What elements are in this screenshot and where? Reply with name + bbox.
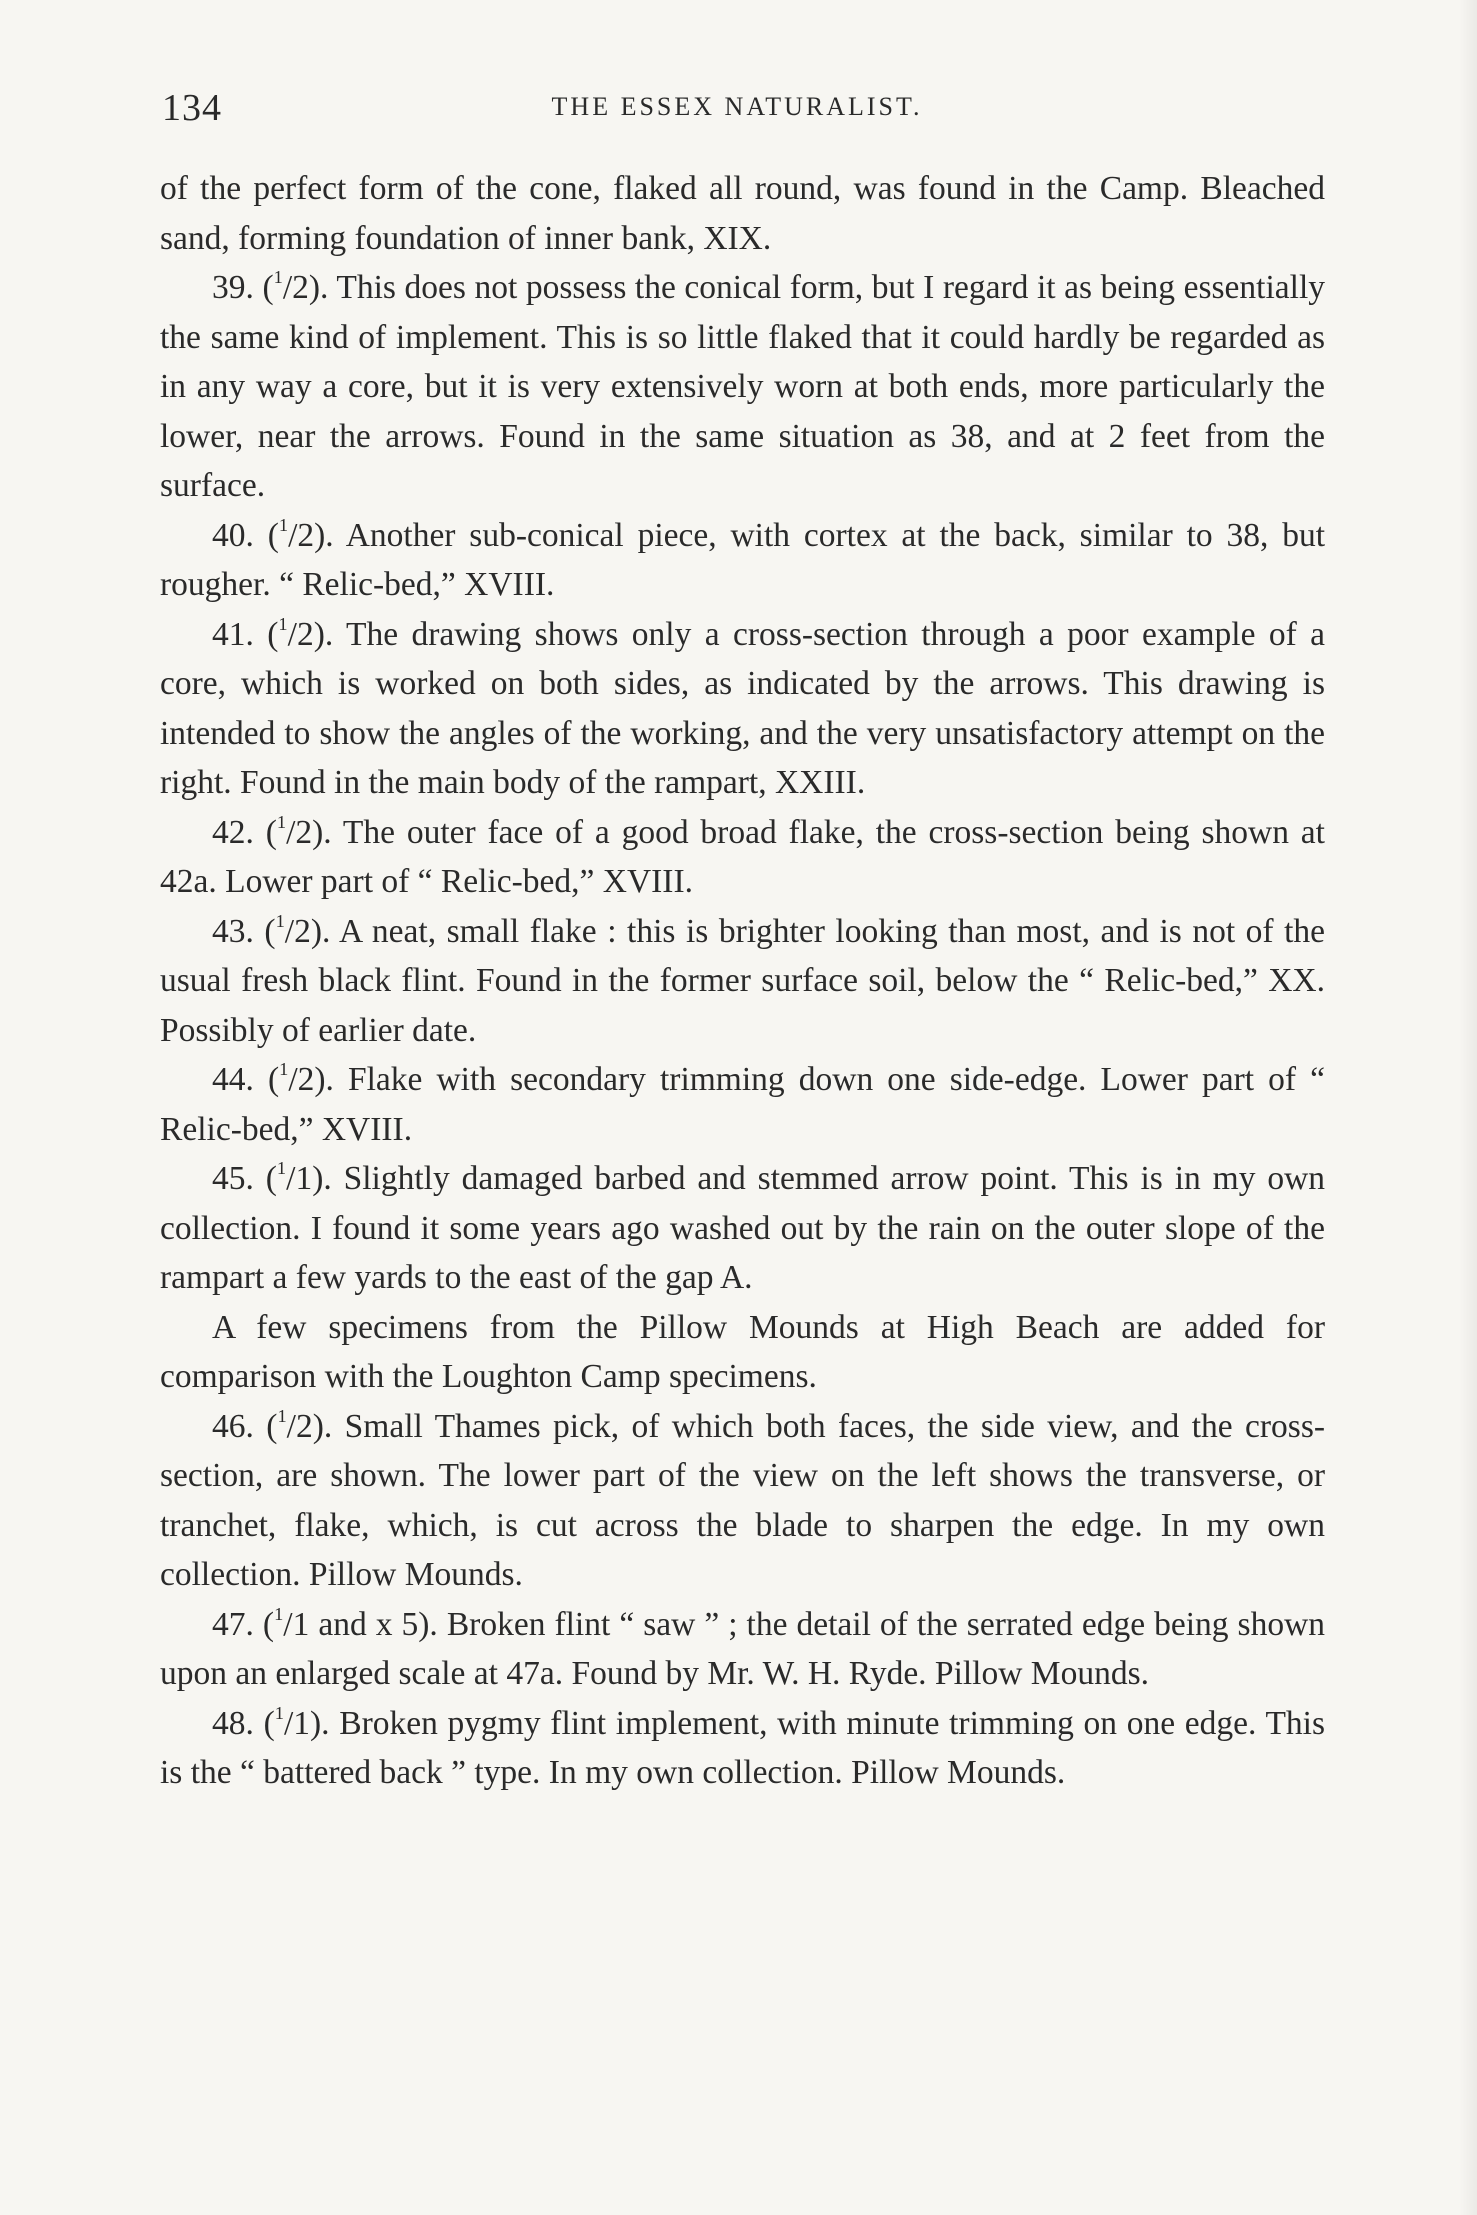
running-head: THE ESSEX NATURALIST. [551,92,923,121]
scale-denominator: 2 [297,516,315,554]
entry-40: 40. ($^1$/2). Another sub-conical piece, with cortex at the back, similar to 38, but rougher. “ Relic-bed,” XVIII. [160,514,1326,603]
entry-number: 44. [212,1061,254,1098]
scale-numerator: 1 [278,613,288,634]
entry-44: 44. ($^1$/2). Flake with secondary trimming down one side-edge. Lower part of “ Relic-bed,” XVIII. [160,1059,1326,1148]
entry-text: A neat, small flake : this is brighter looking than most, and is not of the usual fresh black flint. Found in the former surface soil, below the “ Relic-bed,” XX. Possibly of earlier date. [160,912,1326,1049]
entry-text: Broken flint “ saw ” ; the detail of the serrated edge being shown upon an enlarged scale at 47a. Found by Mr. W. H. Ryde. Pillow Mounds. [160,1605,1326,1692]
scale-denominator: 2 [295,813,313,851]
entry-number: 39. [212,269,254,306]
entry-number: 42. [212,813,254,851]
scale-denominator: 1 [295,1160,313,1197]
scale-denominator: 1 [293,1704,310,1742]
paragraph-continued [160,164,1325,263]
entry-number: 46. [212,1407,254,1445]
entry-47: 47. ($^1$/1 and x 5). Broken flint “ saw ” ; the detail of the serrated edge being shown upon an enlarged scale at 47a. Found by Mr. W. H. Ryde. Pillow Mounds. [160,1603,1326,1692]
entry-41: 41. ($^1$/2). The drawing shows only a cross-section through a poor example of a core, which is worked on both sides, as indicated by the arrows. This drawing is intended to show the angles of the working, and the very unsatisfactory attempt on the right. Found in the main body of the rampart, XXIII. [160,613,1325,801]
scale-denominator: 2 [297,1061,315,1098]
scale-numerator: 1 [273,267,283,288]
entry-48: 48. ($^1$/1). Broken pygmy flint implement, with minute trimming on one edge. This is the “ battered back ” type. In my own collection. Pillow Mounds. [160,1702,1326,1791]
entry-number: 41. [212,615,254,653]
page-number: 134 [162,87,222,129]
entry-number: 45. [212,1160,254,1197]
scale-numerator: 1 [276,811,287,832]
scale-numerator: 1 [275,910,285,931]
entry-39: 39. ($^1$/2). This does not possess the conical form, but I regard it as being essentially the same kind of implement. This is so little flaked that it could hardly be regarded as in any way a core, but it is very extensively worn at both ends, more particularly the lower, near the arrows. Found in the same situation as 38, and at 2 feet from the surface. [160,267,1325,504]
entry-46: 46. ($^1$/2). Small Thames pick, of which both faces, the side view, and the cross-section, are shown. The lower part of the view on the left shows the transverse, or tranchet, flake, which, is cut across the blade to sharpen the edge. In my own collection. Pillow Mounds. [160,1405,1326,1593]
scale-numerator: 1 [274,1603,284,1624]
paragraph-text: of the perfect form of the cone, flaked all round, was found in the Camp. Bleached sand, forming foundation of inner bank, XIX. [160,170,1325,257]
paragraph-pillow-mounds-intro [160,1303,1325,1402]
scale-numerator: 1 [278,514,289,535]
scale-denominator: 2 [292,269,309,306]
entry-number: 48. [212,1704,254,1742]
entry-text: This does not possess the conical form, but I regard it as being essentially the same kind of implement. This is so little flaked that it could hardly be regarded as in any way a core, but it is very extensively worn at both ends, more particularly the lower, near the arrows. Found in the same situation as 38, and at 2 feet from the surface. [160,269,1325,504]
page-edge-shadow [1459,0,1477,2215]
scale-denominator: 2 [295,1407,313,1445]
scale-numerator: 1 [277,1405,287,1426]
entry-text: Slightly damaged barbed and stemmed arrow point. This is in my own collection. I found it some years ago washed out by the rain on the outer slope of the rampart a few yards to the east of the gap A. [160,1160,1326,1296]
entry-text: Broken pygmy flint implement, with minute trimming on one edge. This is the “ battered back ” type. In my own collection. Pillow Mounds. [160,1704,1326,1791]
entry-text: Another sub-conical piece, with cortex at the back, similar to 38, but rougher. “ Relic-bed,” XVIII. [160,516,1326,603]
entry-number: 40. [212,516,254,554]
entry-42: 42. ($^1$/2). The outer face of a good broad flake, the cross-section being shown at 42a. Lower part of “ Relic-bed,” XVIII. [160,811,1325,900]
entry-text: Small Thames pick, of which both faces, the side view, and the cross-section, are shown. The lower part of the view on the left shows the transverse, or tranchet, flake, which, is cut across the blade to sharpen the edge. In my own collection. Pillow Mounds. [160,1407,1326,1593]
body-text [160,164,1325,1798]
scale-denominator: 1 and x 5 [292,1605,419,1643]
entry-text: Flake with secondary trimming down one side-edge. Lower part of “ Relic-bed,” XVIII. [160,1061,1326,1148]
scale-numerator: 1 [274,1702,284,1723]
entry-text: The outer face of a good broad flake, the cross-section being shown at 42a. Lower part of “ Relic-bed,” XVIII. [160,813,1325,900]
paragraph-text: A few specimens from the Pillow Mounds at High Beach are added for comparison with the Loughton Camp specimens. [160,1308,1325,1395]
entry-45: 45. ($^1$/1). Slightly damaged barbed and stemmed arrow point. This is in my own collection. I found it some years ago washed out by the rain on the outer slope of the rampart a few yards to the east of the gap A. [160,1158,1326,1296]
page-header [162,86,1312,146]
entry-43: 43. ($^1$/2). A neat, small flake : this is brighter looking than most, and is not of the usual fresh black flint. Found in the former surface soil, below the “ Relic-bed,” XX. Possibly of earlier date. [160,910,1326,1049]
scale-denominator: 2 [296,615,314,653]
entry-text: The drawing shows only a cross-section through a poor example of a core, which is worked on both sides, as indicated by the arrows. This drawing is intended to show the angles of the working, and the very unsatisfactory attempt on the right. Found in the main body of the rampart, XXIII. [160,615,1325,801]
scale-denominator: 2 [294,912,311,950]
scale-numerator: 1 [276,1158,287,1179]
entry-number: 47. [212,1605,254,1643]
scale-numerator: 1 [279,1059,289,1080]
entry-number: 43. [212,912,254,950]
